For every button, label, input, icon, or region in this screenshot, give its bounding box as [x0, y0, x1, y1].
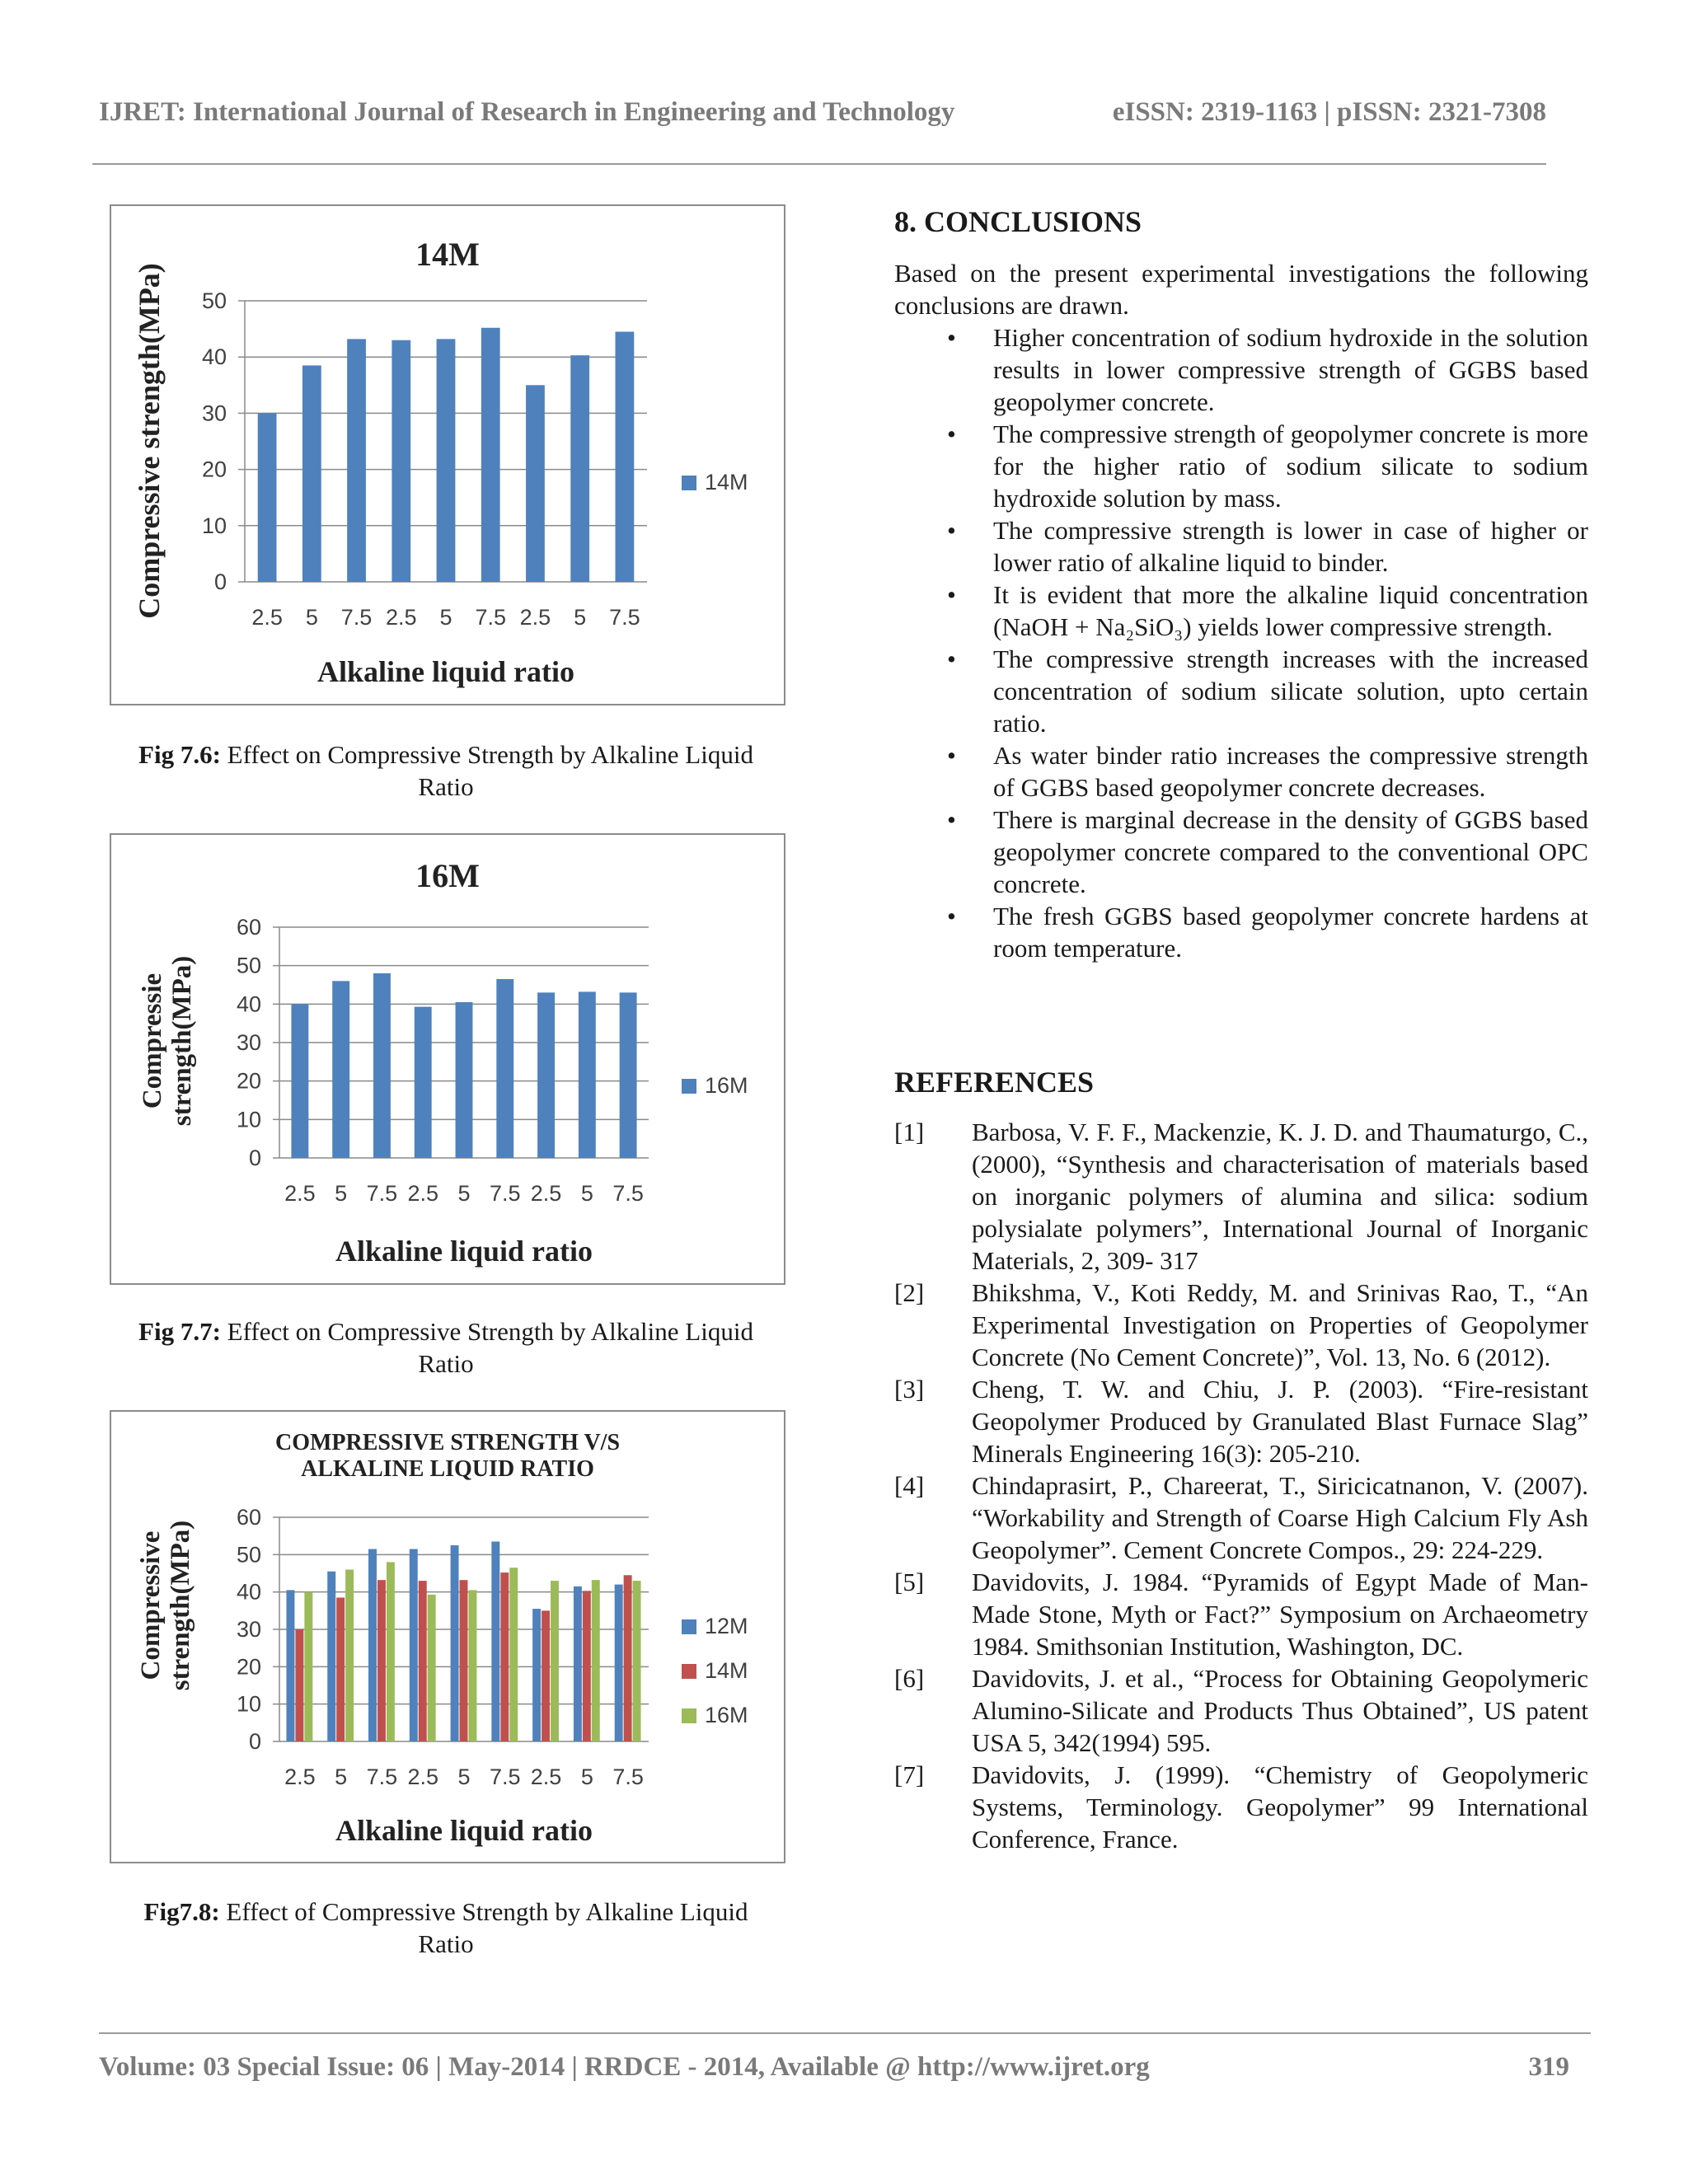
conclusion-text: The fresh GGBS based geopolymer concrete hardens at room temperature.	[993, 902, 1588, 963]
bullet-icon: •	[947, 805, 956, 834]
y-tick-label: 60	[236, 915, 261, 940]
running-header	[99, 97, 1546, 128]
y-tick-label: 0	[248, 1146, 261, 1170]
y-tick-label: 10	[201, 513, 227, 538]
conclusion-item	[894, 514, 1588, 579]
bar-14M-7	[583, 1591, 591, 1741]
bullet-icon: •	[947, 419, 956, 448]
legend-label: 16M	[705, 1703, 748, 1727]
bar-16M-7	[579, 991, 596, 1158]
y-tick-label: 10	[236, 1691, 261, 1717]
legend-swatch	[682, 476, 696, 490]
conclusions-title: 8. CONCLUSIONS	[894, 205, 1142, 238]
conclusion-item	[894, 418, 1588, 514]
x-tick-label: 2.5	[407, 1765, 438, 1789]
chart-14m	[111, 206, 784, 704]
caption-text-cont: Ratio	[418, 772, 474, 801]
bar-16M-6	[537, 992, 555, 1158]
y-axis-label: Compressive strength(MPa)	[133, 263, 166, 619]
bar-12M-6	[532, 1609, 541, 1741]
bar-16M-1	[332, 981, 349, 1158]
bullet-icon: •	[947, 580, 956, 609]
reference-text: Davidovits, J. (1999). “Chemistry of Geopolymeric Systems, Terminology. Geopolymer” 99 International Conference, France.	[972, 1760, 1588, 1854]
x-tick-label: 7.5	[609, 605, 640, 630]
bar-12M-0	[286, 1590, 294, 1741]
x-tick-label: 2.5	[530, 1181, 562, 1206]
chart-combined-box	[110, 1410, 785, 1863]
chart-title: 14M	[415, 236, 480, 273]
bar-14M-6	[526, 385, 545, 582]
reference-item	[894, 1662, 1588, 1759]
y-tick-label: 30	[201, 401, 227, 426]
bar-12M-3	[410, 1549, 418, 1741]
reference-number: [4]	[894, 1471, 925, 1500]
legend-swatch	[682, 1079, 696, 1094]
bar-16M-3	[428, 1595, 436, 1741]
bar-14M-8	[616, 332, 635, 582]
bar-16M-4	[468, 1590, 476, 1741]
caption-fig-7-7	[110, 1315, 782, 1380]
legend-label: 16M	[705, 1073, 748, 1098]
bar-14M-8	[624, 1575, 632, 1741]
y-tick-label: 50	[236, 1542, 261, 1568]
y-tick-label: 40	[236, 1579, 261, 1605]
caption-label: Fig 7.6:	[138, 740, 221, 769]
header-rule	[92, 163, 1546, 165]
caption-text: Effect of Compressive Strength by Alkaline Liquid	[226, 1897, 748, 1926]
bar-14M-1	[336, 1597, 345, 1741]
x-tick-label: 2.5	[519, 605, 551, 630]
x-axis-label: Alkaline liquid ratio	[335, 1814, 593, 1847]
x-tick-label: 7.5	[366, 1765, 398, 1789]
legend-swatch	[682, 1619, 696, 1634]
reference-text: Cheng, T. W. and Chiu, J. P. (2003). “Fire-resistant Geopolymer Produced by Granulated Blast Furnace Slag” Minerals Engineering 16(3): 205-210.	[972, 1375, 1588, 1468]
conclusion-item	[894, 900, 1588, 964]
footer-rule	[99, 2032, 1591, 2034]
journal-name: IJRET: International Journal of Research in Engineering and Technology	[99, 97, 955, 127]
issn-info: eISSN: 2319-1163 | pISSN: 2321-7308	[1112, 97, 1546, 127]
chart-combined	[111, 1412, 784, 1862]
caption-text-cont: Ratio	[418, 1349, 474, 1378]
conclusion-item	[894, 643, 1588, 739]
x-tick-label: 2.5	[251, 605, 283, 630]
reference-item	[894, 1469, 1588, 1566]
bar-14M-0	[295, 1629, 303, 1741]
bar-12M-7	[574, 1586, 582, 1741]
bullet-icon: •	[947, 741, 956, 770]
bullet-icon: •	[947, 644, 956, 673]
bar-14M-7	[570, 355, 589, 582]
bar-16M-0	[304, 1592, 312, 1741]
x-tick-label: 5	[305, 605, 318, 630]
reference-number: [6]	[894, 1664, 925, 1693]
legend-label: 14M	[705, 470, 748, 494]
x-tick-label: 5	[580, 1765, 593, 1789]
x-tick-label: 5	[335, 1181, 348, 1206]
x-tick-label: 7.5	[475, 605, 506, 630]
chart-title-line: ALKALINE LIQUID RATIO	[301, 1456, 594, 1482]
x-tick-label: 7.5	[340, 605, 373, 630]
bar-14M-4	[437, 339, 456, 582]
bar-16M-7	[592, 1580, 600, 1741]
bar-16M-5	[509, 1568, 518, 1741]
bullet-icon: •	[947, 323, 956, 352]
conclusions-intro: Based on the present experimental investigations the following conclusions are drawn.	[894, 259, 1588, 320]
reference-text: Chindaprasirt, P., Chareerat, T., Siricicatnanon, V. (2007). “Workability and Strength of Coarse High Calcium Fly Ash Geopolymer”. Cement Concrete Compos., 29: 224-229.	[972, 1471, 1588, 1564]
bar-14M-5	[500, 1572, 509, 1741]
reference-number: [3]	[894, 1375, 925, 1404]
y-axis-label-line: strength(MPa)	[166, 1520, 195, 1691]
conclusion-text: There is marginal decrease in the density of GGBS based geopolymer concrete compared to the conventional OPC concrete.	[993, 805, 1588, 898]
conclusion-item	[894, 321, 1588, 418]
bar-14M-2	[347, 339, 366, 582]
reference-item	[894, 1759, 1588, 1855]
x-axis-label: Alkaline liquid ratio	[335, 1235, 593, 1268]
x-tick-label: 7.5	[366, 1181, 398, 1206]
x-tick-label: 5	[574, 605, 587, 630]
bar-12M-2	[368, 1549, 377, 1741]
y-tick-label: 40	[201, 344, 227, 370]
x-tick-label: 5	[439, 605, 452, 630]
reference-number: [5]	[894, 1568, 925, 1596]
bar-16M-2	[387, 1562, 395, 1741]
x-tick-label: 2.5	[407, 1181, 438, 1206]
reference-number: [7]	[894, 1760, 925, 1789]
x-tick-label: 5	[457, 1765, 471, 1789]
reference-text: Barbosa, V. F. F., Mackenzie, K. J. D. and Thaumaturgo, C., (2000), “Synthesis and characterisation of materials based on inorganic polymers of alumina and silica: sodium polysialate polymers”, International Journal of Inorganic Materials, 2, 309- 317	[972, 1118, 1588, 1275]
caption-label: Fig7.8:	[143, 1897, 220, 1926]
bar-16M-2	[373, 973, 391, 1158]
bar-16M-5	[496, 979, 513, 1158]
y-tick-label: 0	[213, 569, 227, 594]
reference-item	[894, 1373, 1588, 1469]
legend-label: 12M	[705, 1614, 748, 1638]
x-tick-label: 5	[335, 1765, 348, 1789]
reference-item	[894, 1116, 1588, 1277]
reference-item	[894, 1277, 1588, 1373]
conclusions-list	[894, 321, 1588, 964]
reference-text: Bhikshma, V., Koti Reddy, M. and Srinivas Rao, T., “An Experimental Investigation on Properties of Geopolymer Concrete (No Cement Concrete)”, Vol. 13, No. 6 (2012).	[972, 1278, 1588, 1371]
page-number: 319	[1528, 2052, 1569, 2082]
caption-text-cont: Ratio	[418, 1929, 474, 1958]
bar-14M-3	[392, 340, 410, 582]
conclusion-item	[894, 739, 1588, 804]
conclusion-item	[894, 804, 1588, 900]
references-title: REFERENCES	[894, 1066, 1095, 1099]
conclusion-text: The compressive strength of geopolymer concrete is more for the higher ratio of sodium silicate to sodium hydroxide solution by mass.	[993, 419, 1588, 513]
conclusion-item	[894, 579, 1588, 643]
conclusion-text: The compressive strength is lower in case of higher or lower ratio of alkaline liquid to binder.	[993, 516, 1588, 577]
y-tick-label: 20	[201, 457, 227, 482]
caption-text: Effect on Compressive Strength by Alkaline Liquid	[227, 740, 753, 769]
y-tick-label: 0	[248, 1729, 261, 1754]
x-tick-label: 7.5	[612, 1181, 644, 1206]
chart-title: 16M	[415, 857, 480, 894]
bar-16M-6	[551, 1581, 559, 1741]
conclusions-section	[894, 204, 1588, 964]
x-tick-label: 2.5	[530, 1765, 562, 1789]
bullet-icon: •	[947, 516, 956, 545]
bar-14M-4	[460, 1580, 468, 1741]
x-tick-label: 7.5	[490, 1765, 521, 1789]
caption-fig-7-8	[110, 1896, 782, 1960]
reference-item	[894, 1566, 1588, 1662]
y-tick-label: 40	[236, 991, 261, 1017]
bar-14M-0	[258, 413, 277, 582]
chart-16m	[111, 835, 784, 1283]
bar-12M-8	[615, 1585, 623, 1741]
bar-16M-4	[456, 1002, 473, 1158]
bar-16M-1	[345, 1569, 354, 1741]
y-tick-label: 20	[236, 1068, 261, 1094]
bar-16M-3	[415, 1007, 432, 1158]
chart-14m-box	[110, 204, 785, 705]
bar-12M-1	[327, 1572, 335, 1741]
x-tick-label: 2.5	[386, 605, 417, 630]
y-tick-label: 50	[236, 953, 261, 978]
caption-fig-7-6	[110, 738, 782, 803]
volume-info: Volume: 03 Special Issue: 06 | May-2014 | RRDCE - 2014, Available @ http://www.ijret.org	[99, 2052, 1150, 2082]
legend-swatch	[682, 1664, 696, 1679]
reference-text: Davidovits, J. 1984. “Pyramids of Egypt Made of Man-Made Stone, Myth or Fact?” Symposium on Archaeometry 1984. Smithsonian Institution, Washington, DC.	[972, 1568, 1588, 1661]
x-tick-label: 7.5	[612, 1765, 644, 1789]
y-tick-label: 10	[236, 1107, 261, 1132]
reference-number: [1]	[894, 1118, 925, 1146]
y-axis-label-line: Compressie	[138, 972, 167, 1109]
bar-16M-0	[291, 1004, 308, 1158]
conclusion-text: As water binder ratio increases the compressive strength of GGBS based geopolymer concrete decreases.	[993, 741, 1588, 802]
bar-14M-1	[302, 365, 321, 582]
conclusion-text: Higher concentration of sodium hydroxide in the solution results in lower compressive strength of GGBS based geopolymer concrete.	[993, 323, 1588, 416]
x-tick-label: 5	[457, 1181, 471, 1206]
bar-14M-2	[377, 1580, 386, 1741]
y-tick-label: 30	[236, 1030, 261, 1055]
y-tick-label: 30	[236, 1617, 261, 1642]
reference-number: [2]	[894, 1278, 925, 1307]
x-tick-label: 7.5	[490, 1181, 521, 1206]
references-list	[894, 1116, 1588, 1855]
bar-16M-8	[633, 1581, 641, 1741]
conclusion-text: The compressive strength increases with the increased concentration of sodium silicate solution, upto certain ratio.	[993, 644, 1588, 738]
legend-swatch	[682, 1708, 696, 1723]
bar-14M-3	[419, 1581, 427, 1741]
x-axis-label: Alkaline liquid ratio	[316, 655, 575, 688]
chart-16m-box	[110, 833, 785, 1285]
y-tick-label: 60	[236, 1505, 261, 1530]
bar-16M-8	[620, 992, 637, 1158]
y-axis-label-line: Compressive	[136, 1530, 166, 1680]
y-tick-label: 20	[236, 1654, 261, 1680]
reference-text: Davidovits, J. et al., “Process for Obtaining Geopolymeric Alumino-Silicate and Products Thus Obtained”, US patent USA 5, 342(1994) 595.	[972, 1664, 1588, 1757]
caption-label: Fig 7.7:	[138, 1317, 221, 1346]
conclusion-text: It is evident that more the alkaline liquid concentration (NaOH + Na₂SiO₃) yields lower compressive strength.	[993, 580, 1588, 641]
running-footer	[99, 2052, 1569, 2083]
y-tick-label: 50	[201, 288, 227, 313]
legend-label: 14M	[705, 1658, 748, 1683]
bar-12M-4	[451, 1545, 459, 1741]
x-tick-label: 5	[580, 1181, 593, 1206]
references-section	[894, 1065, 1588, 1855]
x-tick-label: 2.5	[284, 1181, 316, 1206]
bullet-icon: •	[947, 902, 956, 930]
bar-14M-6	[542, 1610, 550, 1741]
bar-14M-5	[481, 328, 500, 582]
caption-text: Effect on Compressive Strength by Alkaline Liquid	[227, 1317, 753, 1346]
bar-12M-5	[491, 1541, 499, 1741]
chart-title-line: COMPRESSIVE STRENGTH V/S	[274, 1430, 621, 1455]
x-tick-label: 2.5	[284, 1765, 316, 1789]
y-axis-label-line: strength(MPa)	[167, 955, 197, 1127]
